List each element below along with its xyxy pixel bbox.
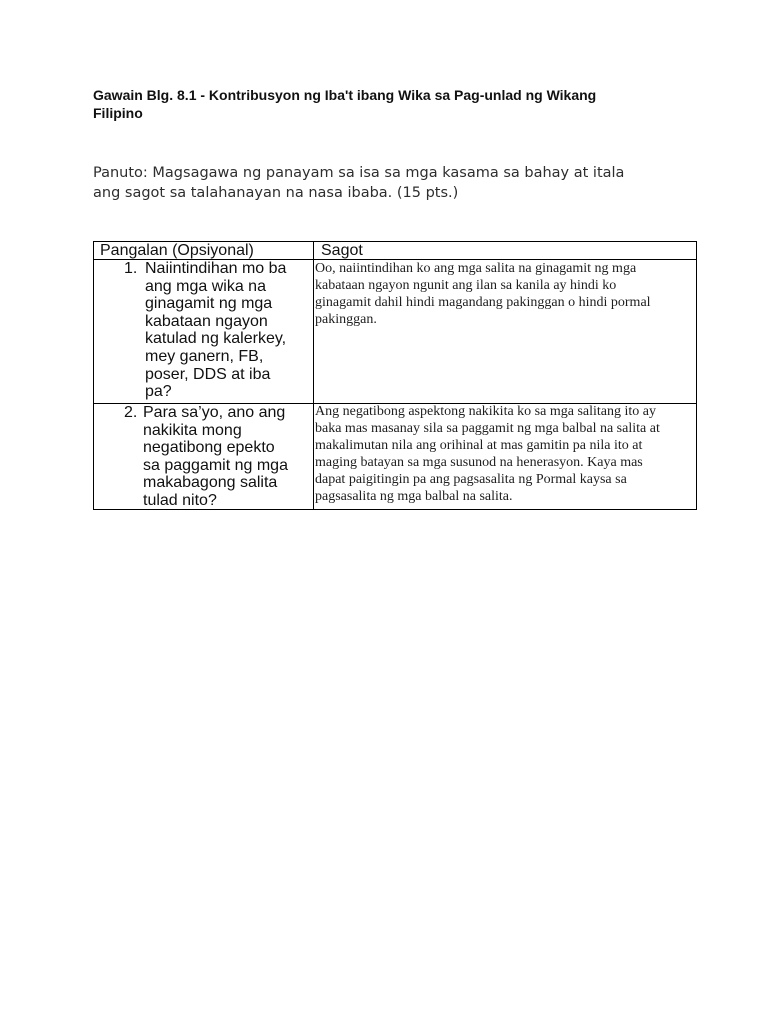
question-line: Naiintindihan mo ba — [145, 260, 287, 277]
question-number: 1. — [124, 260, 138, 277]
answer-line: dapat paigitingin pa ang pagsasalita ng Pormal kaysa sa — [315, 472, 627, 487]
question-text — [143, 404, 288, 510]
answer-line: makalimutan nila ang orihinal at mas gamitin pa nila ito at — [315, 438, 643, 453]
question-number: 2. — [124, 404, 138, 421]
question-line: negatibong epekto — [143, 439, 275, 457]
answer-line: Ang negatibong aspektong nakikita ko sa mga salitang ito ay — [315, 404, 656, 419]
answer-line: pakinggan. — [315, 312, 377, 327]
instructions-line: Panuto: Magsagawa ng panayam sa isa sa mga kasama sa bahay at itala — [93, 165, 625, 181]
header-pangalan: Pangalan (Opsiyonal) — [100, 242, 254, 259]
question-line: poser, DDS at iba — [145, 365, 271, 383]
instructions — [93, 163, 624, 203]
page-title — [93, 86, 596, 122]
answer-text — [315, 403, 660, 505]
answer-line: pagsasalita ng mga balbal na salita. — [315, 489, 513, 504]
question-line: nakikita mong — [143, 421, 242, 439]
answer-line: ginagamit dahil hindi magandang pakinggan o hindi pormal — [315, 295, 651, 310]
title-line: Filipino — [93, 105, 143, 121]
question-line: sa paggamit ng mga — [143, 456, 288, 474]
question-line: ginagamit ng mga — [145, 295, 273, 313]
question-line: tulad nito? — [143, 491, 217, 509]
answer-text — [315, 260, 651, 328]
answer-line: Oo, naiintindihan ko ang mga salita na ginagamit ng mga — [315, 261, 637, 276]
answer-line: maging batayan sa mga susunod na henerasyon. Kaya mas — [315, 455, 643, 470]
question-line: Para sa’yo, ano ang — [143, 404, 286, 421]
question-line: ang mga wika na — [145, 277, 266, 295]
column-divider — [313, 242, 314, 509]
title-line: Gawain Blg. 8.1 - Kontribusyon ng Iba't ibang Wika sa Pag-unlad ng Wikang — [93, 87, 597, 103]
header-sagot: Sagot — [321, 242, 363, 259]
question-line: kabataan ngayon — [145, 312, 268, 330]
question-line: katulad ng kalerkey, — [145, 330, 287, 348]
answer-line: kabataan ngayon ngunit ang ilan sa kanila ay hindi ko — [315, 278, 617, 293]
answer-table — [93, 241, 697, 510]
instructions-line: ang sagot sa talahanayan na nasa ibaba. (15 pts.) — [93, 185, 459, 201]
question-line: mey ganern, FB, — [145, 347, 264, 365]
answer-line: baka mas masanay sila sa paggamit ng mga balbal na salita at — [315, 421, 660, 436]
question-line: pa? — [145, 383, 172, 401]
question-text — [145, 260, 286, 401]
question-line: makabagong salita — [143, 474, 278, 492]
